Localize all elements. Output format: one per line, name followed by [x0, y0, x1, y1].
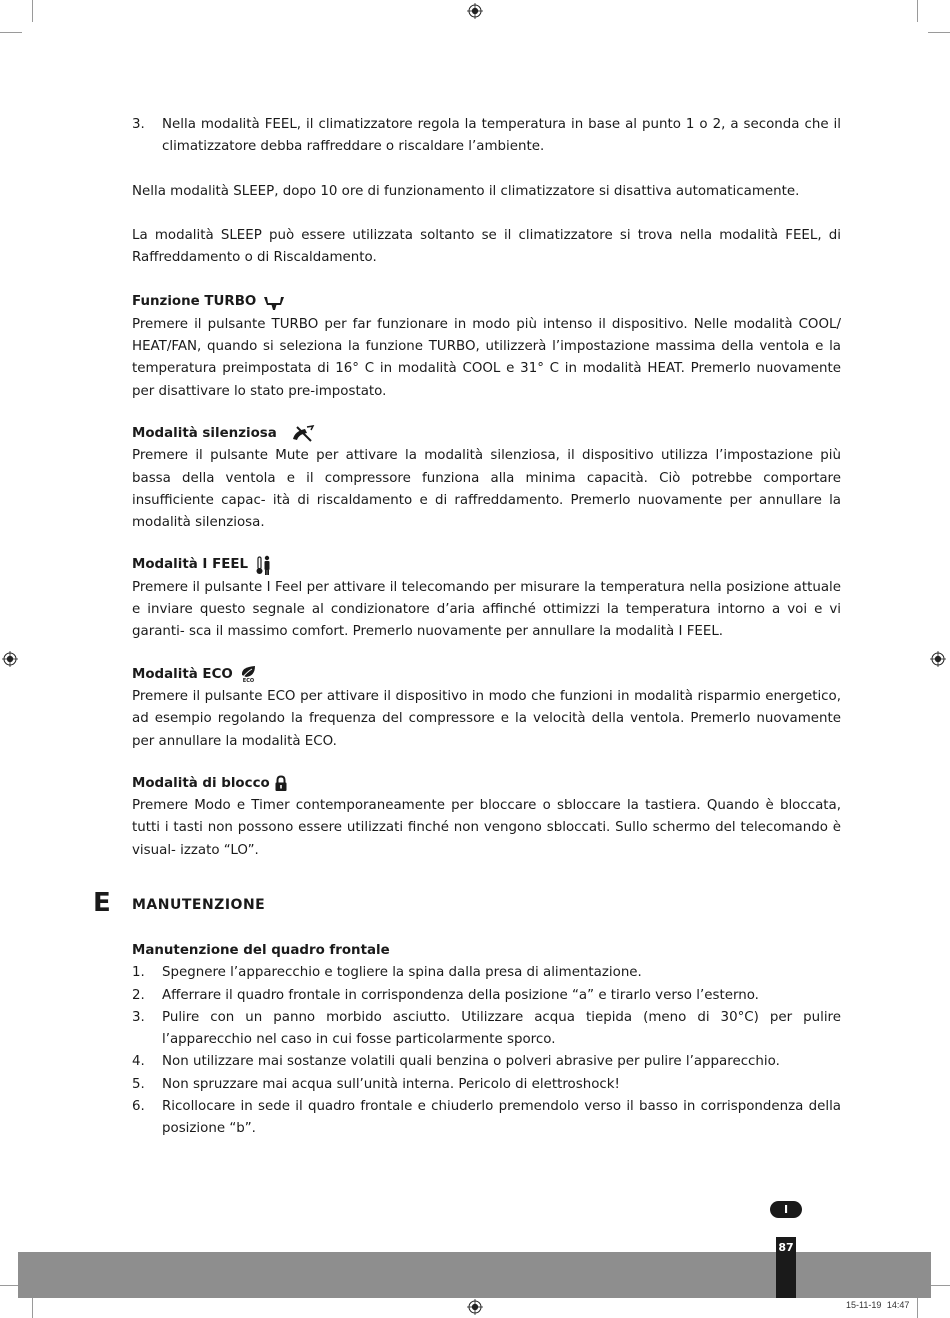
crop-mark — [32, 0, 33, 22]
list-item — [132, 985, 841, 1007]
list-item-number: 3. — [132, 1009, 145, 1025]
lock-text: Premere Modo e Timer contemporaneamente per bloccare o sbloccare la tastiera. Quando è bloccata, tutti i tasti non possono essere utilizzati finché non vengono sbloccati. Sullo schermo del telecomando è visual- izzato “LO”. — [132, 798, 841, 858]
list-item-number: 3. — [132, 117, 145, 132]
list-item-text: Pulire con un panno morbido asciutto. Utilizzare acqua tiepida (meno di 30°C) per pulire l’apparecchio nel caso in cui fosse particolarmente sporco. — [162, 1009, 841, 1048]
crop-mark — [928, 32, 950, 33]
registration-mark-icon — [930, 651, 946, 667]
turbo-heading — [132, 291, 841, 313]
registration-mark-icon — [467, 3, 483, 19]
section-letter: E — [93, 888, 111, 918]
lock-heading-text: Modalità di blocco — [132, 775, 270, 791]
eco-heading — [132, 664, 841, 686]
section-title: MANUTENZIONE — [132, 897, 266, 913]
list-item-text: Spegnere l’apparecchio e togliere la spina dalla presa di alimentazione. — [162, 965, 642, 981]
list-item — [132, 1051, 841, 1073]
turbo-heading-text: Funzione TURBO — [132, 294, 257, 310]
list-item-number: 1. — [132, 965, 145, 981]
crop-mark — [0, 32, 22, 33]
sleep-paragraph: Nella modalità SLEEP, dopo 10 ore di funzionamento il climatizzatore si disattiva automaticamente. — [132, 183, 800, 199]
lock-heading — [132, 773, 841, 795]
list-item-number: 6. — [132, 1099, 145, 1115]
sleep-paragraph: La modalità SLEEP può essere utilizzata soltanto se il climatizzatore si trova nella modalità FEEL, di Raffreddamento o di Riscaldamento. — [132, 227, 841, 266]
turbo-icon — [262, 294, 286, 312]
eco-icon-label: ECO — [242, 677, 255, 684]
list-item-number: 2. — [132, 987, 145, 1003]
list-item-number: 5. — [132, 1076, 145, 1092]
mute-text: Premere il pulsante Mute per attivare la modalità silenziosa, il dispositivo utilizza l’impostazione più bassa della ventola e il compressore funziona alla minima capacità. Ciò potrebbe comportare insufficiente capac- ità di riscaldamento e di raffreddamento. Premerlo nuovamente per annullare la modalità silenziosa. — [132, 448, 841, 531]
mute-icon — [289, 425, 319, 443]
thermometer-person-icon — [256, 555, 272, 577]
main-content — [132, 114, 841, 862]
feel-list — [132, 114, 841, 159]
registration-mark-icon — [2, 651, 18, 667]
list-item-text: Non spruzzare mai acqua sull’unità interna. Pericolo di elettroshock! — [162, 1076, 620, 1092]
list-item — [132, 1007, 841, 1052]
eco-text: Premere il pulsante ECO per attivare il dispositivo in modo che funzioni in modalità risparmio energetico, ad esempio regolando la frequenza del compressore e la velocità della ventola. Premerlo nuovamente per annullare la modalità ECO. — [132, 688, 841, 749]
crop-mark — [917, 1296, 918, 1318]
crop-mark — [928, 1285, 950, 1286]
list-item — [132, 1074, 841, 1096]
lock-icon — [274, 775, 288, 792]
list-item-text: Afferrare il quadro frontale in corrispondenza della posizione “a” e tirarlo verso l’esterno. — [162, 987, 759, 1003]
ifeel-heading — [132, 554, 841, 576]
maintenance-subheading: Manutenzione del quadro frontale — [132, 943, 390, 958]
list-item-text: Non utilizzare mai sostanze volatili quali benzina o polveri abrasive per pulire l’apparecchio. — [162, 1054, 780, 1070]
mute-heading-text: Modalità silenziosa — [132, 425, 277, 441]
maintenance-content — [132, 940, 841, 1141]
language-badge: I — [770, 1201, 802, 1218]
list-item — [132, 962, 841, 984]
mute-heading — [132, 423, 841, 445]
crop-mark — [917, 0, 918, 22]
registration-mark-icon — [467, 1299, 483, 1315]
page-number: 87 — [776, 1237, 796, 1298]
list-item — [132, 1096, 841, 1141]
list-item-number: 4. — [132, 1054, 145, 1070]
ifeel-heading-text: Modalità I FEEL — [132, 557, 249, 573]
turbo-text: Premere il pulsante TURBO per far funzionare in modo più intenso il dispositivo. Nelle modalità COOL/ HEAT/FAN, quando si seleziona la funzione TURBO, utilizzerà l’impostazione massima della ventola e la temperatura preimpostata di 16° C in modalità COOL e 31° C in modalità HEAT. Premerlo nuovamente per disattivare lo stato pre-impostato. — [132, 316, 841, 399]
eco-heading-text: Modalità ECO — [132, 666, 233, 682]
list-item-text: Ricollocare in sede il quadro frontale e chiuderlo premendolo verso il basso in corrispondenza della posizione “b”. — [162, 1099, 841, 1137]
list-item — [132, 114, 841, 159]
eco-leaf-icon — [239, 665, 257, 685]
print-stamp: 15-11-19 14:47 — [846, 1300, 910, 1310]
crop-mark — [32, 1296, 33, 1318]
list-item-text: Nella modalità FEEL, il climatizzatore regola la temperatura in base al punto 1 o 2, a seconda che il climatizzatore debba raffreddare o riscaldare l’ambiente. — [162, 117, 841, 155]
ifeel-text: Premere il pulsante I Feel per attivare il telecomando per misurare la temperatura nella posizione attuale e inviare questo segnale al condizionatore d’aria affinché ottimizzi la temperatura intorno a voi e vi garanti- sca il massimo comfort. Premerlo nuovamente per annullare la modalità I FEEL. — [132, 579, 841, 640]
maintenance-steps — [132, 962, 841, 1140]
